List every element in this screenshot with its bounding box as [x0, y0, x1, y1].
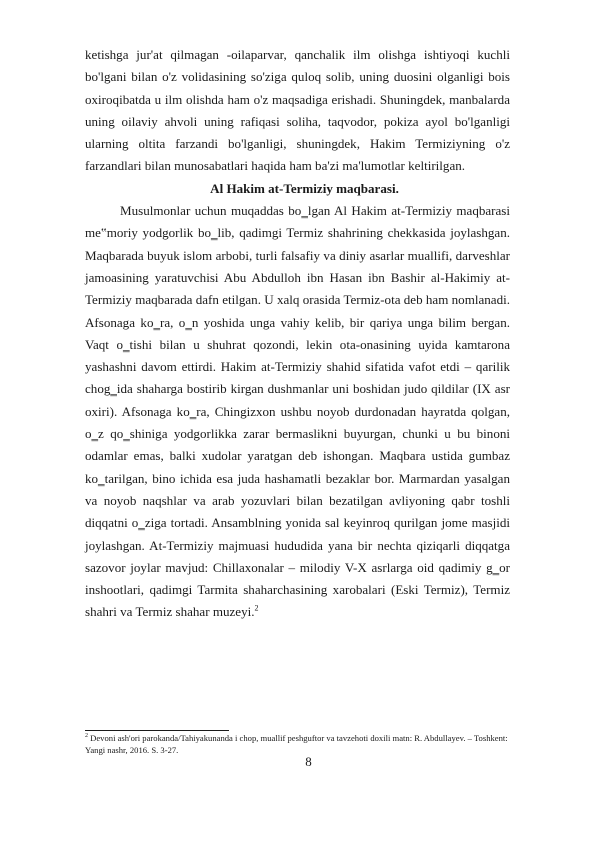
paragraph-2: [85, 200, 510, 624]
footnote: [85, 733, 515, 756]
footnote-reference[interactable]: 2: [254, 604, 259, 614]
section-heading: Al Hakim at-Termiziy maqbarasi.: [210, 180, 399, 196]
footnote-number: 2: [85, 733, 88, 740]
paragraph-2-text: Musulmonlar uchun muqaddas bo‗lgan Al Hakim at-Termiziy maqbarasi me‟moriy yodgorlik bo‗lib, qadimgi Termiz shahrining chekkasida joylashgan. Maqbarada buyuk islom arbobi, turli falsafiy va diniy asarlar muallifi, darveshlar jamoasining yaratuvchisi Abu Abdulloh ibn Hasan ibn Bashir al-Hakimiy at-Termiziy maqbarada dafn etilgan. U xalq orasida Termiz-ota deb ham nomlanadi. Afsonaga ko‗ra, o‗n yoshida unga vahiy kelib, bir qariya unga bilim bergan. Vaqt o‗tishi bilan u shuhrat qozondi, lekin ota-onasining uyida kamtarona yashashni davom ettirdi. Hakim at-Termiziy shahid sifatida vafot etdi – qarilik chog‗ida shaharga bostirib kirgan dushmanlar uni boshidan judo qildilar (IX asr oxiri). Afsonaga ko‗ra, Chingizxon ushbu noyob durdonadan hayratda qolgan, o‗z qo‗shiniga yodgorlikka zarar bermaslikni buyurgan, chunki u bu binoni odamlar emas, balki xudolar yaratgan deb ishongan. Maqbara ustida gumbaz ko‗tarilgan, bino ichida esa juda hashamatli bezaklar bor. Marmardan yasalgan va noyob naqshlar va arab yozuvlari bilan bezatilgan avliyoning qabr toshli diqqatni o‗ziga tortadi. Ansamblning yonida sal keyinroq qurilgan jome masjidi joylashgan. At-Termiziy majmuasi hududida yana bir nechta qiziqarli diqqatga sazovor joylar mavjud: Chillaxonalar – milodiy V-X asrlarga oid qadimiy g‗or inshootlari, qadimgi Tarmita shaharchasining xarobalari (Eski Termiz), Termiz shahri va Termiz shahar muzeyi.: [85, 203, 510, 620]
page-number: 8: [305, 754, 312, 769]
footnote-divider: [85, 730, 229, 731]
body-text: [85, 44, 510, 624]
paragraph-1: ketishga jur'at qilmagan -oilaparvar, qanchalik ilm olishga ishtiyoqi kuchli bo'lgani bilan o'z volidasining so'ziga quloq solib, uning duosini olganligi bois oxiroqibatda u ilm olishda ham o'z maqsadiga erishadi. Shuningdek, manbalarda uning oilaviy ahvoli uning rafiqasi soliha, taqvodor, pokiza ayol bo'lganligi ularning oltita farzandi bo'lganligi, shuningdek, Hakim Termiziyning o'z farzandlari bilan munosabatlari haqida ham ba'zi ma'lumotlar keltirilgan.: [85, 47, 510, 174]
footnote-text: Devoni ash'ori parokanda/Tahiyakunanda i chop, muallif peshguftor va tavzehoti doxili matn: R. Abdullayev. – Toshkent: Yangi nashr, 2016. S. 3-27.: [85, 733, 508, 755]
